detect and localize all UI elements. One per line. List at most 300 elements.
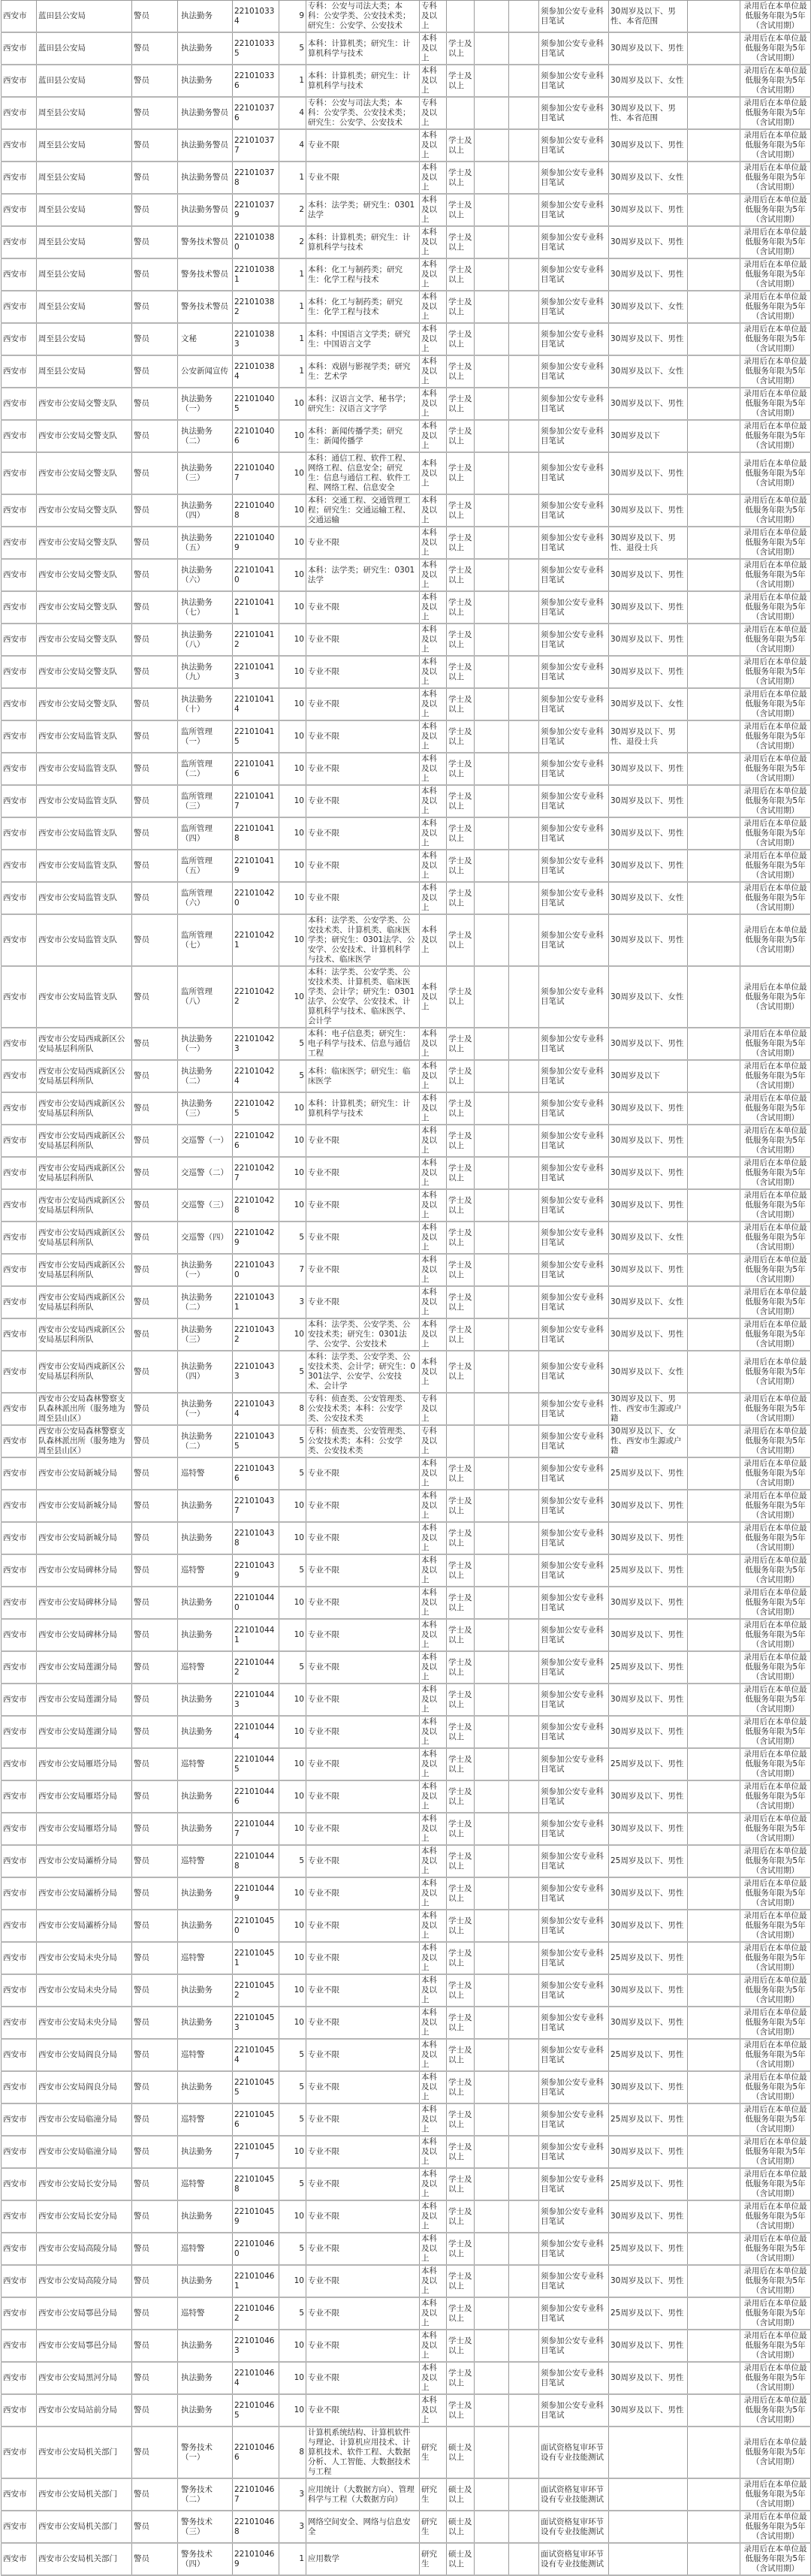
blank-cell bbox=[509, 850, 539, 882]
blank-cell bbox=[688, 559, 740, 591]
blank-cell bbox=[475, 1910, 509, 1942]
education-cell: 本科及以上 bbox=[420, 1028, 447, 1060]
exam-cell: 须参加公安专业科目笔试 bbox=[539, 850, 609, 882]
city-cell: 西安市 bbox=[2, 2362, 37, 2394]
major-cell: 专业不限 bbox=[306, 882, 420, 914]
blank-cell bbox=[475, 129, 509, 162]
conditions-cell: 30周岁及以下、男性、退役士兵 bbox=[609, 720, 688, 753]
city-cell: 西安市 bbox=[2, 656, 37, 688]
city-cell: 西安市 bbox=[2, 65, 37, 97]
code-cell: 221010383 bbox=[233, 323, 279, 355]
blank-cell bbox=[475, 2200, 509, 2233]
service-cell: 录用后在本单位最低服务年限为5年（含试用期） bbox=[740, 1254, 811, 1286]
table-row bbox=[2, 1587, 811, 1619]
major-cell: 专业不限 bbox=[306, 2007, 420, 2039]
count-cell: 1 bbox=[279, 291, 306, 323]
city-cell: 西安市 bbox=[2, 2427, 37, 2478]
conditions-cell: 25周岁及以下、男性 bbox=[609, 1457, 688, 1490]
blank-cell bbox=[475, 2168, 509, 2200]
unit-cell: 周至县公安局 bbox=[37, 194, 132, 226]
conditions-cell bbox=[609, 2478, 688, 2511]
blank-cell bbox=[509, 2265, 539, 2297]
position-cell: 交巡警（二） bbox=[178, 1157, 233, 1189]
blank-cell bbox=[509, 1457, 539, 1490]
count-cell: 5 bbox=[279, 2168, 306, 2200]
degree-cell: 学士及以上 bbox=[447, 656, 475, 688]
major-cell: 本科：交通工程、交通管理工程；研究生：交通运输工程、交通运输 bbox=[306, 494, 420, 527]
blank-cell bbox=[688, 1393, 740, 1425]
service-cell: 录用后在本单位最低服务年限为5年（含试用期） bbox=[740, 323, 811, 355]
count-cell: 2 bbox=[279, 226, 306, 258]
code-cell: 221010443 bbox=[233, 1684, 279, 1716]
conditions-cell: 30周岁及以下、男性 bbox=[609, 1318, 688, 1351]
degree-cell: 学士及以上 bbox=[447, 258, 475, 291]
blank-cell bbox=[509, 785, 539, 817]
conditions-cell: 30周岁及以下、男性 bbox=[609, 624, 688, 656]
blank-cell bbox=[509, 2136, 539, 2168]
education-cell: 本科及以上 bbox=[420, 1157, 447, 1189]
degree-cell: 硕士及以上 bbox=[447, 2543, 475, 2575]
table-row bbox=[2, 2136, 811, 2168]
city-cell: 西安市 bbox=[2, 1619, 37, 1651]
service-cell: 录用后在本单位最低服务年限为5年（含试用期） bbox=[740, 1716, 811, 1748]
unit-cell: 西安市公安局碑林分局 bbox=[37, 1554, 132, 1587]
major-cell: 专业不限 bbox=[306, 1974, 420, 2007]
major-cell: 专业不限 bbox=[306, 1619, 420, 1651]
exam-cell: 须参加公安专业科目笔试 bbox=[539, 97, 609, 129]
count-cell: 10 bbox=[279, 2362, 306, 2394]
service-cell: 录用后在本单位最低服务年限为5年（含试用期） bbox=[740, 1490, 811, 1522]
blank-cell bbox=[475, 1028, 509, 1060]
blank-cell bbox=[475, 1813, 509, 1845]
type-cell: 警员 bbox=[132, 388, 178, 420]
count-cell: 10 bbox=[279, 1780, 306, 1813]
blank-cell bbox=[509, 720, 539, 753]
major-cell: 专业不限 bbox=[306, 1286, 420, 1318]
city-cell: 西安市 bbox=[2, 1748, 37, 1780]
blank-cell bbox=[509, 162, 539, 194]
blank-cell bbox=[509, 2511, 539, 2543]
position-cell: 巡特警 bbox=[178, 1748, 233, 1780]
unit-cell: 蓝田县公安局 bbox=[37, 32, 132, 65]
service-cell: 录用后在本单位最低服务年限为5年（含试用期） bbox=[740, 1974, 811, 2007]
conditions-cell: 25周岁及以下、男性 bbox=[609, 2233, 688, 2265]
city-cell: 西安市 bbox=[2, 785, 37, 817]
blank-cell bbox=[509, 388, 539, 420]
degree-cell: 学士及以上 bbox=[447, 1254, 475, 1286]
education-cell: 研究生 bbox=[420, 2427, 447, 2478]
major-cell: 专业不限 bbox=[306, 1490, 420, 1522]
position-cell: 巡特警 bbox=[178, 2039, 233, 2071]
blank-cell bbox=[475, 452, 509, 494]
major-cell: 专业不限 bbox=[306, 1877, 420, 1910]
table-row bbox=[2, 2071, 811, 2103]
exam-cell: 须参加公安专业科目笔试 bbox=[539, 2233, 609, 2265]
education-cell: 本科及以上 bbox=[420, 2168, 447, 2200]
position-cell: 警务技术 （二） bbox=[178, 2478, 233, 2511]
code-cell: 221010467 bbox=[233, 2478, 279, 2511]
major-cell: 专业不限 bbox=[306, 2362, 420, 2394]
degree-cell: 学士及以上 bbox=[447, 1716, 475, 1748]
city-cell: 西安市 bbox=[2, 2200, 37, 2233]
position-cell: 执法勤务 （四） bbox=[178, 1351, 233, 1393]
blank-cell bbox=[688, 1910, 740, 1942]
education-cell: 研究生 bbox=[420, 2543, 447, 2575]
unit-cell: 西安市公安局雁塔分局 bbox=[37, 1780, 132, 1813]
service-cell: 录用后在本单位最低服务年限为5年（含试用期） bbox=[740, 1522, 811, 1554]
position-cell: 执法勤务 bbox=[178, 2362, 233, 2394]
position-cell: 执法勤务 （一） bbox=[178, 1028, 233, 1060]
type-cell: 警员 bbox=[132, 850, 178, 882]
blank-cell bbox=[475, 1457, 509, 1490]
code-cell: 221010379 bbox=[233, 194, 279, 226]
type-cell: 警员 bbox=[132, 1974, 178, 2007]
type-cell: 警员 bbox=[132, 1651, 178, 1684]
service-cell: 录用后在本单位最低服务年限为5年（含试用期） bbox=[740, 162, 811, 194]
exam-cell: 须参加公安专业科目笔试 bbox=[539, 591, 609, 624]
table-row bbox=[2, 162, 811, 194]
blank-cell bbox=[509, 1942, 539, 1974]
unit-cell: 西安市公安局监管支队 bbox=[37, 850, 132, 882]
conditions-cell: 30周岁及以下、女性 bbox=[609, 162, 688, 194]
service-cell: 录用后在本单位最低服务年限为5年（含试用期） bbox=[740, 1457, 811, 1490]
education-cell: 本科及以上 bbox=[420, 591, 447, 624]
count-cell: 5 bbox=[279, 1222, 306, 1254]
major-cell: 本科：临床医学；研究生：临床医学 bbox=[306, 1060, 420, 1092]
code-cell: 221010420 bbox=[233, 882, 279, 914]
type-cell: 警员 bbox=[132, 2330, 178, 2362]
exam-cell: 须参加公安专业科目笔试 bbox=[539, 753, 609, 785]
type-cell: 警员 bbox=[132, 1060, 178, 1092]
city-cell: 西安市 bbox=[2, 1254, 37, 1286]
service-cell: 录用后在本单位最低服务年限为5年（含试用期） bbox=[740, 1222, 811, 1254]
table-row bbox=[2, 1974, 811, 2007]
exam-cell: 须参加公安专业科目笔试 bbox=[539, 1877, 609, 1910]
blank-cell bbox=[688, 850, 740, 882]
type-cell: 警员 bbox=[132, 2543, 178, 2575]
education-cell: 本科及以上 bbox=[420, 720, 447, 753]
blank-cell bbox=[475, 1716, 509, 1748]
code-cell: 221010377 bbox=[233, 129, 279, 162]
blank-cell bbox=[509, 1684, 539, 1716]
blank-cell bbox=[509, 2233, 539, 2265]
code-cell: 221010415 bbox=[233, 720, 279, 753]
blank-cell bbox=[509, 2200, 539, 2233]
code-cell: 221010464 bbox=[233, 2362, 279, 2394]
exam-cell: 须参加公安专业科目笔试 bbox=[539, 2103, 609, 2136]
code-cell: 221010442 bbox=[233, 1651, 279, 1684]
conditions-cell: 25周岁及以下、男性 bbox=[609, 1942, 688, 1974]
service-cell: 录用后在本单位最低服务年限为5年（含试用期） bbox=[740, 688, 811, 720]
position-cell: 交巡警（一） bbox=[178, 1125, 233, 1157]
service-cell: 录用后在本单位最低服务年限为5年（含试用期） bbox=[740, 591, 811, 624]
count-cell: 10 bbox=[279, 1490, 306, 1522]
count-cell: 4 bbox=[279, 129, 306, 162]
count-cell: 5 bbox=[279, 1351, 306, 1393]
code-cell: 221010454 bbox=[233, 2039, 279, 2071]
degree-cell bbox=[447, 1, 475, 33]
city-cell: 西安市 bbox=[2, 291, 37, 323]
education-cell: 研究生 bbox=[420, 2478, 447, 2511]
conditions-cell: 30周岁及以下、男性 bbox=[609, 817, 688, 850]
blank-cell bbox=[475, 1, 509, 33]
conditions-cell: 30周岁及以下、男性、本省范围 bbox=[609, 97, 688, 129]
degree-cell: 学士及以上 bbox=[447, 688, 475, 720]
major-cell: 专业不限 bbox=[306, 1942, 420, 1974]
blank-cell bbox=[475, 1351, 509, 1393]
education-cell: 本科及以上 bbox=[420, 258, 447, 291]
city-cell: 西安市 bbox=[2, 226, 37, 258]
education-cell: 本科及以上 bbox=[420, 2297, 447, 2330]
exam-cell: 须参加公安专业科目笔试 bbox=[539, 1351, 609, 1393]
service-cell: 录用后在本单位最低服务年限为5年（含试用期） bbox=[740, 1651, 811, 1684]
count-cell: 10 bbox=[279, 2136, 306, 2168]
unit-cell: 西安市公安局森林警察支队森林派出所（服务地为周至县山区） bbox=[37, 1425, 132, 1457]
position-cell: 巡特警 bbox=[178, 1942, 233, 1974]
blank-cell bbox=[509, 1254, 539, 1286]
education-cell: 本科及以上 bbox=[420, 194, 447, 226]
conditions-cell: 30周岁及以下、女性 bbox=[609, 882, 688, 914]
code-cell: 221010411 bbox=[233, 591, 279, 624]
degree-cell: 学士及以上 bbox=[447, 1457, 475, 1490]
table-row bbox=[2, 2427, 811, 2478]
conditions-cell: 30周岁及以下、男性 bbox=[609, 785, 688, 817]
city-cell: 西安市 bbox=[2, 1318, 37, 1351]
position-cell: 执法勤务 bbox=[178, 2200, 233, 2233]
conditions-cell: 30周岁及以下、女性 bbox=[609, 688, 688, 720]
education-cell: 本科及以上 bbox=[420, 2233, 447, 2265]
conditions-cell: 30周岁及以下 bbox=[609, 420, 688, 452]
blank-cell bbox=[688, 1845, 740, 1877]
code-cell: 221010451 bbox=[233, 1942, 279, 1974]
exam-cell: 须参加公安专业科目笔试 bbox=[539, 2007, 609, 2039]
city-cell: 西安市 bbox=[2, 1286, 37, 1318]
blank-cell bbox=[688, 720, 740, 753]
exam-cell: 须参加公安专业科目笔试 bbox=[539, 2136, 609, 2168]
exam-cell: 须参加公安专业科目笔试 bbox=[539, 1587, 609, 1619]
position-cell: 执法勤务 （一） bbox=[178, 1254, 233, 1286]
type-cell: 警员 bbox=[132, 1222, 178, 1254]
conditions-cell: 30周岁及以下、男性 bbox=[609, 226, 688, 258]
type-cell: 警员 bbox=[132, 656, 178, 688]
exam-cell: 须参加公安专业科目笔试 bbox=[539, 494, 609, 527]
degree-cell: 学士及以上 bbox=[447, 1189, 475, 1222]
service-cell: 录用后在本单位最低服务年限为5年（含试用期） bbox=[740, 817, 811, 850]
unit-cell: 西安市公安局莲湖分局 bbox=[37, 1716, 132, 1748]
count-cell: 2 bbox=[279, 194, 306, 226]
blank-cell bbox=[509, 1780, 539, 1813]
blank-cell bbox=[475, 2103, 509, 2136]
exam-cell: 须参加公安专业科目笔试 bbox=[539, 1457, 609, 1490]
table-row bbox=[2, 1942, 811, 1974]
table-row bbox=[2, 559, 811, 591]
service-cell: 录用后在本单位最低服务年限为5年（含试用期） bbox=[740, 2039, 811, 2071]
service-cell: 录用后在本单位最低服务年限为5年（含试用期） bbox=[740, 914, 811, 966]
education-cell: 本科及以上 bbox=[420, 1619, 447, 1651]
city-cell: 西安市 bbox=[2, 2297, 37, 2330]
table-row bbox=[2, 2168, 811, 2200]
blank-cell bbox=[688, 2007, 740, 2039]
major-cell: 专业不限 bbox=[306, 2136, 420, 2168]
count-cell: 10 bbox=[279, 494, 306, 527]
service-cell: 录用后在本单位最低服务年限为5年（含试用期） bbox=[740, 1125, 811, 1157]
type-cell: 警员 bbox=[132, 1425, 178, 1457]
service-cell: 录用后在本单位最低服务年限为5年（含试用期） bbox=[740, 1, 811, 33]
education-cell: 本科及以上 bbox=[420, 355, 447, 388]
count-cell: 10 bbox=[279, 914, 306, 966]
code-cell: 221010449 bbox=[233, 1877, 279, 1910]
count-cell: 10 bbox=[279, 452, 306, 494]
exam-cell: 面试资格复审环节设有专业技能测试 bbox=[539, 2478, 609, 2511]
conditions-cell: 30周岁及以下、男性 bbox=[609, 1813, 688, 1845]
service-cell: 录用后在本单位最低服务年限为5年（含试用期） bbox=[740, 2168, 811, 2200]
conditions-cell: 30周岁及以下、女性 bbox=[609, 65, 688, 97]
major-cell: 专业不限 bbox=[306, 1684, 420, 1716]
count-cell: 10 bbox=[279, 2200, 306, 2233]
conditions-cell: 25周岁及以下、男性 bbox=[609, 2039, 688, 2071]
city-cell: 西安市 bbox=[2, 527, 37, 559]
city-cell: 西安市 bbox=[2, 2265, 37, 2297]
service-cell: 录用后在本单位最低服务年限为5年（含试用期） bbox=[740, 1813, 811, 1845]
unit-cell: 西安市公安局机关部门 bbox=[37, 2427, 132, 2478]
degree-cell: 学士及以上 bbox=[447, 129, 475, 162]
degree-cell: 学士及以上 bbox=[447, 162, 475, 194]
service-cell: 录用后在本单位最低服务年限为5年（含试用期） bbox=[740, 1845, 811, 1877]
education-cell: 本科及以上 bbox=[420, 32, 447, 65]
major-cell: 专业不限 bbox=[306, 1457, 420, 1490]
education-cell: 本科及以上 bbox=[420, 1748, 447, 1780]
count-cell: 10 bbox=[279, 2394, 306, 2427]
unit-cell: 西安市公安局西咸新区公安局基层科所队 bbox=[37, 1125, 132, 1157]
major-cell: 应用统计（大数据方向）、管理科学与工程（大数据方向） bbox=[306, 2478, 420, 2511]
count-cell: 10 bbox=[279, 2007, 306, 2039]
table-row bbox=[2, 2543, 811, 2575]
blank-cell bbox=[688, 162, 740, 194]
table-row bbox=[2, 129, 811, 162]
code-cell: 221010405 bbox=[233, 388, 279, 420]
conditions-cell: 30周岁及以下、男性 bbox=[609, 2071, 688, 2103]
blank-cell bbox=[688, 2265, 740, 2297]
count-cell: 1 bbox=[279, 162, 306, 194]
city-cell: 西安市 bbox=[2, 258, 37, 291]
code-cell: 221010446 bbox=[233, 1780, 279, 1813]
education-cell: 本科及以上 bbox=[420, 914, 447, 966]
blank-cell bbox=[509, 753, 539, 785]
type-cell: 警员 bbox=[132, 1318, 178, 1351]
code-cell: 221010382 bbox=[233, 291, 279, 323]
service-cell: 录用后在本单位最低服务年限为5年（含试用期） bbox=[740, 226, 811, 258]
education-cell: 本科及以上 bbox=[420, 2039, 447, 2071]
code-cell: 221010453 bbox=[233, 2007, 279, 2039]
count-cell: 8 bbox=[279, 2427, 306, 2478]
exam-cell: 须参加公安专业科目笔试 bbox=[539, 1222, 609, 1254]
service-cell: 录用后在本单位最低服务年限为5年（含试用期） bbox=[740, 2330, 811, 2362]
count-cell: 10 bbox=[279, 1587, 306, 1619]
position-cell: 执法勤务 （一） bbox=[178, 388, 233, 420]
blank-cell bbox=[475, 1780, 509, 1813]
major-cell: 专业不限 bbox=[306, 2103, 420, 2136]
table-row bbox=[2, 1254, 811, 1286]
conditions-cell: 30周岁及以下、男性 bbox=[609, 1780, 688, 1813]
education-cell: 本科及以上 bbox=[420, 129, 447, 162]
type-cell: 警员 bbox=[132, 1286, 178, 1318]
unit-cell: 周至县公安局 bbox=[37, 258, 132, 291]
unit-cell: 西安市公安局监管支队 bbox=[37, 785, 132, 817]
table-row bbox=[2, 1425, 811, 1457]
education-cell: 本科及以上 bbox=[420, 1684, 447, 1716]
blank-cell bbox=[475, 559, 509, 591]
type-cell: 警员 bbox=[132, 1748, 178, 1780]
unit-cell: 西安市公安局阎良分局 bbox=[37, 2039, 132, 2071]
table-row bbox=[2, 97, 811, 129]
blank-cell bbox=[688, 817, 740, 850]
blank-cell bbox=[509, 2394, 539, 2427]
count-cell: 10 bbox=[279, 1974, 306, 2007]
degree-cell: 学士及以上 bbox=[447, 420, 475, 452]
city-cell: 西安市 bbox=[2, 1, 37, 33]
type-cell: 警员 bbox=[132, 97, 178, 129]
degree-cell: 学士及以上 bbox=[447, 2103, 475, 2136]
unit-cell: 西安市公安局监管支队 bbox=[37, 720, 132, 753]
unit-cell: 西安市公安局西咸新区公安局基层科所队 bbox=[37, 1092, 132, 1125]
service-cell: 录用后在本单位最低服务年限为5年（含试用期） bbox=[740, 1748, 811, 1780]
conditions-cell: 30周岁及以下、男性 bbox=[609, 2200, 688, 2233]
type-cell: 警员 bbox=[132, 2297, 178, 2330]
service-cell: 录用后在本单位最低服务年限为5年（含试用期） bbox=[740, 850, 811, 882]
exam-cell: 须参加公安专业科目笔试 bbox=[539, 1092, 609, 1125]
position-cell: 执法勤务 （七） bbox=[178, 591, 233, 624]
degree-cell: 学士及以上 bbox=[447, 2007, 475, 2039]
service-cell: 录用后在本单位最低服务年限为5年（含试用期） bbox=[740, 258, 811, 291]
service-cell: 录用后在本单位最低服务年限为5年（含试用期） bbox=[740, 527, 811, 559]
blank-cell bbox=[475, 2297, 509, 2330]
conditions-cell: 25周岁及以下、男性 bbox=[609, 2297, 688, 2330]
exam-cell: 须参加公安专业科目笔试 bbox=[539, 2265, 609, 2297]
blank-cell bbox=[688, 1222, 740, 1254]
education-cell: 本科及以上 bbox=[420, 1651, 447, 1684]
count-cell: 10 bbox=[279, 527, 306, 559]
exam-cell: 须参加公安专业科目笔试 bbox=[539, 1125, 609, 1157]
blank-cell bbox=[509, 1060, 539, 1092]
code-cell: 221010441 bbox=[233, 1619, 279, 1651]
degree-cell: 学士及以上 bbox=[447, 1522, 475, 1554]
table-row bbox=[2, 1748, 811, 1780]
unit-cell: 西安市公安局交警支队 bbox=[37, 527, 132, 559]
position-cell: 执法勤务 bbox=[178, 1716, 233, 1748]
degree-cell: 学士及以上 bbox=[447, 1157, 475, 1189]
unit-cell: 西安市公安局临潼分局 bbox=[37, 2136, 132, 2168]
degree-cell: 学士及以上 bbox=[447, 720, 475, 753]
major-cell: 本科：法学类；研究生：0301法学 bbox=[306, 194, 420, 226]
service-cell: 录用后在本单位最低服务年限为5年（含试用期） bbox=[740, 388, 811, 420]
city-cell: 西安市 bbox=[2, 2233, 37, 2265]
city-cell: 西安市 bbox=[2, 1157, 37, 1189]
major-cell: 专业不限 bbox=[306, 1522, 420, 1554]
city-cell: 西安市 bbox=[2, 817, 37, 850]
exam-cell: 须参加公安专业科目笔试 bbox=[539, 1910, 609, 1942]
degree-cell: 学士及以上 bbox=[447, 494, 475, 527]
table-row bbox=[2, 2200, 811, 2233]
conditions-cell: 30周岁及以下、男性 bbox=[609, 1684, 688, 1716]
city-cell: 西安市 bbox=[2, 162, 37, 194]
conditions-cell: 30周岁及以下、男性 bbox=[609, 1619, 688, 1651]
type-cell: 警员 bbox=[132, 2136, 178, 2168]
code-cell: 221010423 bbox=[233, 1028, 279, 1060]
blank-cell bbox=[509, 1522, 539, 1554]
type-cell: 警员 bbox=[132, 2427, 178, 2478]
blank-cell bbox=[509, 1910, 539, 1942]
table-row bbox=[2, 1125, 811, 1157]
